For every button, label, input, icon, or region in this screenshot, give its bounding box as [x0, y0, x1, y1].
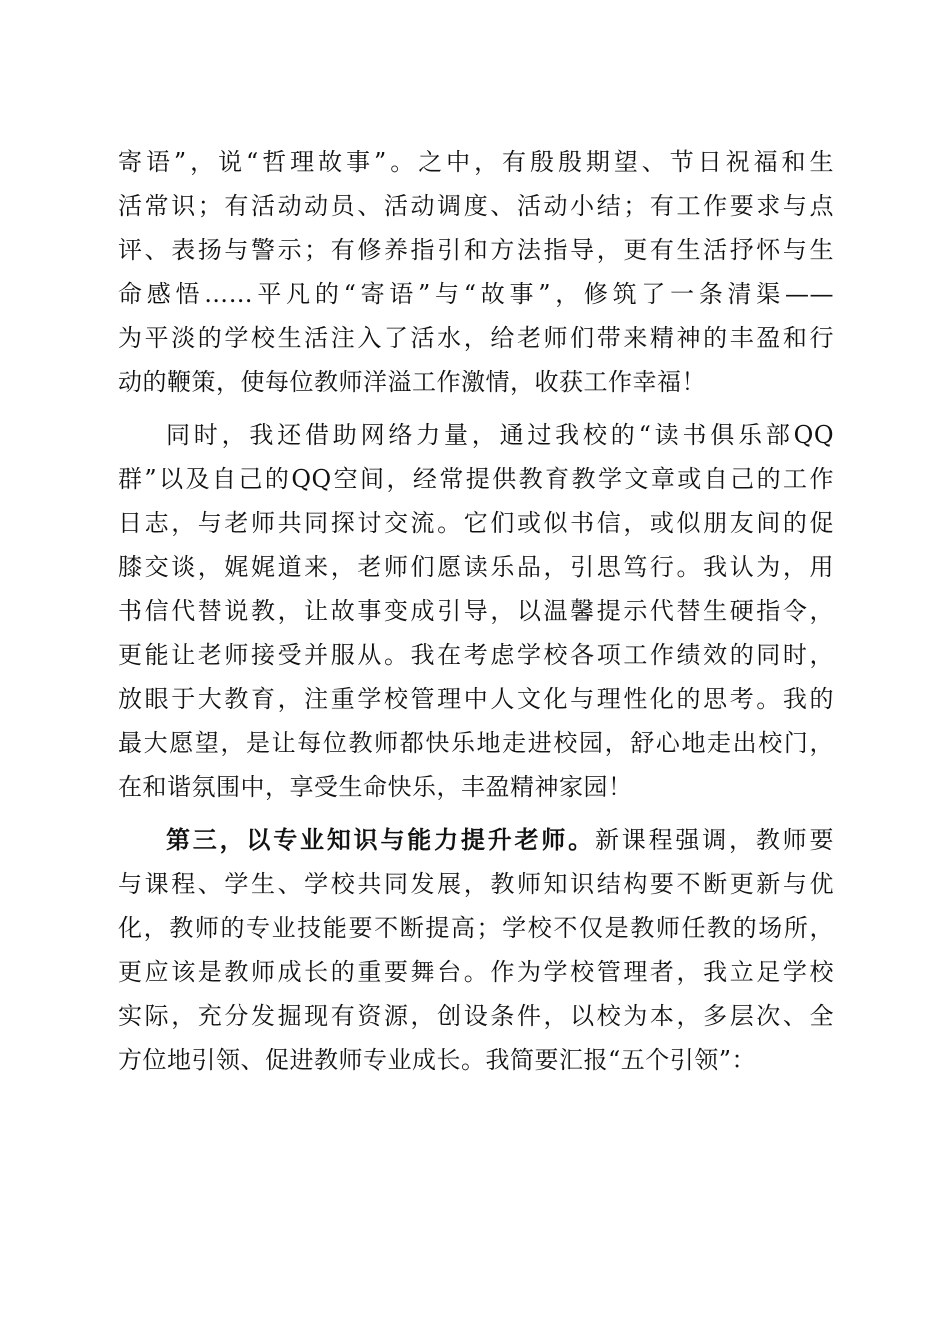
paragraph-2	[118, 413, 834, 809]
text-line: 为平淡的学校生活注入了活水，给老师们带来精神的丰盈和行	[118, 324, 834, 352]
text-run: 新课程强调，教师要	[595, 826, 834, 854]
text-line: 同时，我还借助网络力量，通过我校的“读书俱乐部QQ	[166, 421, 834, 449]
text-line: 动的鞭策，使每位教师洋溢工作激情，收获工作幸福！	[118, 368, 706, 396]
text-line: 化，教师的专业技能要不断提高；学校不仅是教师任教的场所，	[118, 914, 834, 942]
text-line: 寄语”，说“哲理故事”。之中，有殷殷期望、节日祝福和生	[118, 148, 834, 176]
text-line: 命感悟……平凡的“寄语”与“故事”，修筑了一条清渠——	[118, 280, 834, 308]
text-line: 在和谐氛围中，享受生命快乐，丰盈精神家园！	[118, 773, 633, 801]
text-line: 群”以及自己的QQ空间，经常提供教育教学文章或自己的工作	[118, 465, 834, 493]
paragraph-3	[118, 818, 834, 1082]
text-line: 日志，与老师共同探讨交流。它们或似书信，或似朋友间的促	[118, 509, 834, 537]
document-page	[118, 140, 834, 1082]
section-heading: 第三，以专业知识与能力提升老师。	[166, 825, 595, 854]
paragraph-gap	[118, 404, 834, 413]
text-line: 实际，充分发掘现有资源，创设条件，以校为本，多层次、全	[118, 1002, 834, 1030]
text-line: 放眼于大教育，注重学校管理中人文化与理性化的思考。我的	[118, 685, 834, 713]
text-line: 膝交谈，娓娓道来，老师们愿读乐品，引思笃行。我认为，用	[118, 553, 834, 581]
text-line: 最大愿望，是让每位教师都快乐地走进校园，舒心地走出校门，	[118, 729, 834, 757]
paragraph-1	[118, 140, 834, 404]
text-line: 与课程、学生、学校共同发展，教师知识结构要不断更新与优	[118, 870, 834, 898]
text-line: 更应该是教师成长的重要舞台。作为学校管理者，我立足学校	[118, 958, 834, 986]
text-line: 评、表扬与警示；有修养指引和方法指导，更有生活抒怀与生	[118, 236, 834, 264]
text-line	[118, 818, 834, 862]
text-line: 活常识；有活动动员、活动调度、活动小结；有工作要求与点	[118, 192, 834, 220]
text-line: 书信代替说教，让故事变成引导，以温馨提示代替生硬指令，	[118, 597, 834, 625]
text-line: 更能让老师接受并服从。我在考虑学校各项工作绩效的同时，	[118, 641, 834, 669]
text-line: 方位地引领、促进教师专业成长。我简要汇报“五个引领”：	[118, 1046, 757, 1074]
paragraph-gap	[118, 809, 834, 818]
